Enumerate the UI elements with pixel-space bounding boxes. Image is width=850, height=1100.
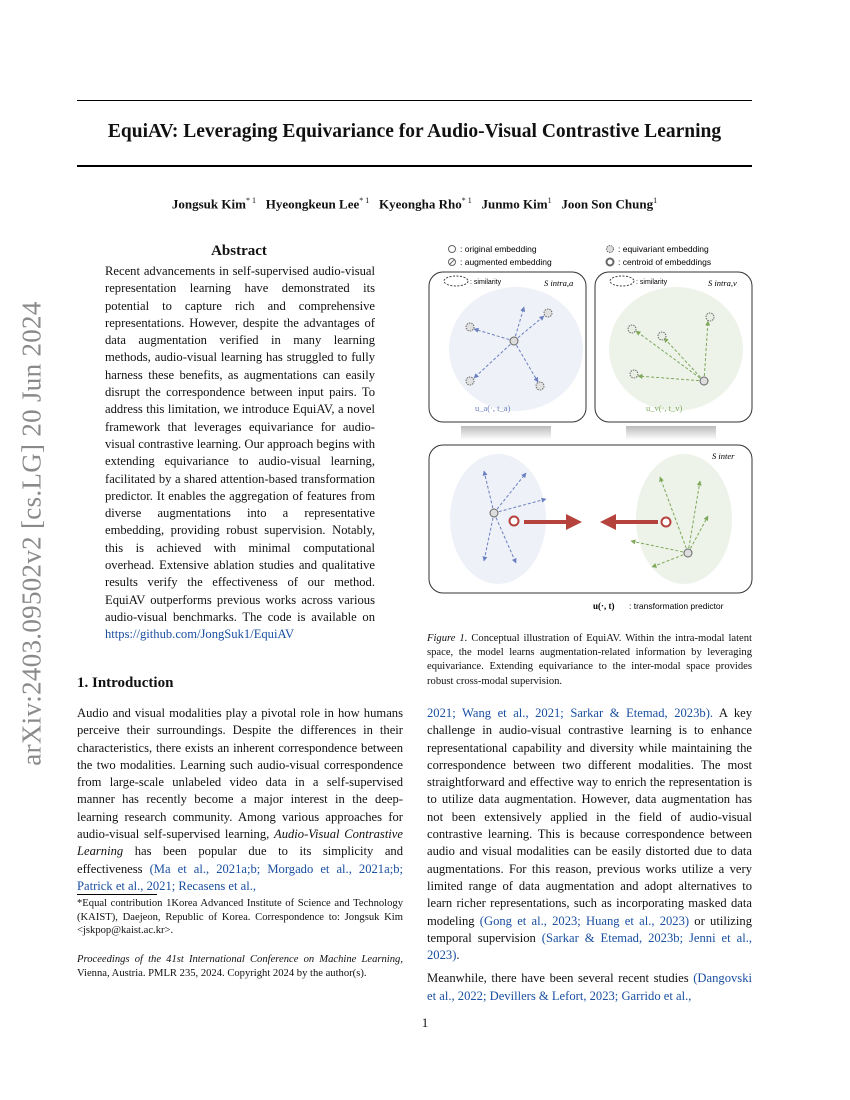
abstract-heading: Abstract [211,243,267,259]
citation[interactable]: (Sarkar & Etemad, 2023b; Jenni et al., 2023) [427,930,752,963]
code-link[interactable]: https://github.com/JongSuk1/EquiAV [105,627,295,642]
svg-text:: similarity: : similarity [636,279,668,286]
title-rule [77,165,752,167]
panel-intra-visual [595,272,752,422]
author: Joon Son Chung [561,196,654,212]
intro-continued: 2021; Wang et al., 2021; Sarkar & Etemad, 2023b). A key challenge in audio-visual contrastive learning is to enhance representational capability and diversity while maintaining the correspondence between two different modalities. The most straightforward and effective way to enrich the representation is to utilize data augmentation. However, data augmentation has not been extensively applied in the field of audio-visual contrastive learning. This is because correspondence between audio and visual modalities can be easily distorted due to data augmentations. For this reason, previous works utilize a very limited range of data augmentation and adopt alternatives to learn richer representations, such as incorporating masked data modeling (Gong et al., 2023; Huang et al., 2023) or utilizing temporal supervision (Sarkar & Etemad, 2023b; Jenni et al., 2023). Meanwhile, there have been several recent studies (Dangovski et al., 2022; Devillers & Lefort, 2023; Garrido et al., [427,706,752,1003]
uv-label: u_v(·, t_v) [646,403,683,413]
proceedings-note: Proceedings of the 41st International Conference on Machine Learning, Vienna, Austria. PMLR 235, 2024. Copyright 2024 by the author(s). [77,954,403,979]
fade-connector [461,426,551,440]
panel-intra-audio [429,272,586,422]
legend-aug: : augmented embedding [460,257,552,267]
footnote: *Equal contribution 1Korea Advanced Institute of Science and Technology (KAIST), Daejeon, Republic of Korea. Correspondence to: Jongsuk Kim <jskpop@kaist.ac.kr>. [77,898,403,937]
arxiv-stamp: arXiv:2403.09502v2 [cs.LG] 20 Jun 2024 [16,301,47,766]
author: Junmo Kim [481,196,548,212]
svg-text:S inter: S inter [712,451,735,461]
author: Jongsuk Kim [171,196,246,212]
page-number: 1 [421,1015,429,1030]
legend-orig: : original embedding [460,244,537,254]
citation[interactable]: 2021; Wang et al., 2021; Sarkar & Etemad, 2023b). [427,706,714,720]
paper-title: EquiAV: Leveraging Equivariance for Audio-Visual Contrastive Learning [107,121,722,142]
citation[interactable]: (Dangovski et al., 2022; Devillers & Lefort, 2023; Garrido et al., [427,971,752,1003]
predictor-symbol: u(·, t) [593,601,615,611]
author: Kyeongha Rho [379,196,462,212]
legend-equi: : equivariant embedding [618,244,709,254]
panel-inter-modal [429,445,752,593]
predictor-label: : transformation predictor [629,601,724,611]
section-heading: 1. Introduction [77,675,174,691]
author-list: Jongsuk Kim$^{* 1}$ Hyeongkeun Lee$^{* 1}$ Kyeongha Rho$^{* 1}$ Junmo Kim$^1$ Joon Son Chung$^1$ [171,196,658,212]
fade-connector [626,426,716,440]
author: Hyeongkeun Lee [265,196,360,212]
figure-caption: Figure 1. Conceptual illustration of EquiAV. Within the intra-modal latent space, the model learns augmentation-related information by leveraging equivariance. Extending equivariance to the inter-modal space provides robust cross-modal supervision. [427,633,752,687]
top-rule [77,100,752,101]
citation[interactable]: (Ma et al., 2021a;b; Morgado et al., 2021a;b; Patrick et al., 2021; Recasens et al., [77,861,403,893]
legend-centroid: : centroid of embeddings [618,257,712,267]
intro-paragraph: Audio and visual modalities play a pivotal role in how humans perceive their surroundings. Despite the differences in their characteristics, there exists an inherent correspondence between the two modalities. Learning such audio-visual correspondence from large-scale unlabeled video data in a self-supervised manner has recently become a major interest in the deep-learning research community. Among various approaches for audio-visual self-supervised learning, Audio-Visual Contrastive Learning has been popular due to its simplicity and effectiveness (Ma et al., 2021a;b; Morgado et al., 2021a;b; Patrick et al., 2021; Recasens et al., [77,706,403,893]
panel-label: S intra,a [544,278,574,288]
figure-legend [449,244,712,267]
similarity-label: : similarity [470,279,502,286]
figure-1 [426,241,756,616]
svg-text:S intra,v: S intra,v [708,278,737,288]
abstract-text: Recent advancements in self-supervised audio-visual representation learning have demonstrated its potential to capture rich and comprehensive representations. However, despite the advantages of data augmentation verified in many learning methods, audio-visual learning has struggled to fully harness these benefits, as augmentations can easily disrupt the correspondence between input pairs. To address this limitation, we introduce EquiAV, a novel framework that leverages equivariance for audio-visual contrastive learning. Our approach begins with extending equivariance to audio-visual learning, facilitated by a shared attention-based transformation predictor. It enables the aggregation of features from diverse augmentations into a representative embedding, providing robust supervision. Notably, this is achieved with minimal computational overhead. Extensive ablation studies and qualitative results verify the effectiveness of our method. EquiAV outperforms previous works across various audio-visual benchmarks. The code is available on https://github.com/JongSuk1/EquiAV [105,264,375,642]
footnote-rule [77,894,157,895]
citation[interactable]: (Gong et al., 2023; Huang et al., 2023) [479,913,690,928]
ua-label: u_a(·, t_a) [475,403,511,413]
